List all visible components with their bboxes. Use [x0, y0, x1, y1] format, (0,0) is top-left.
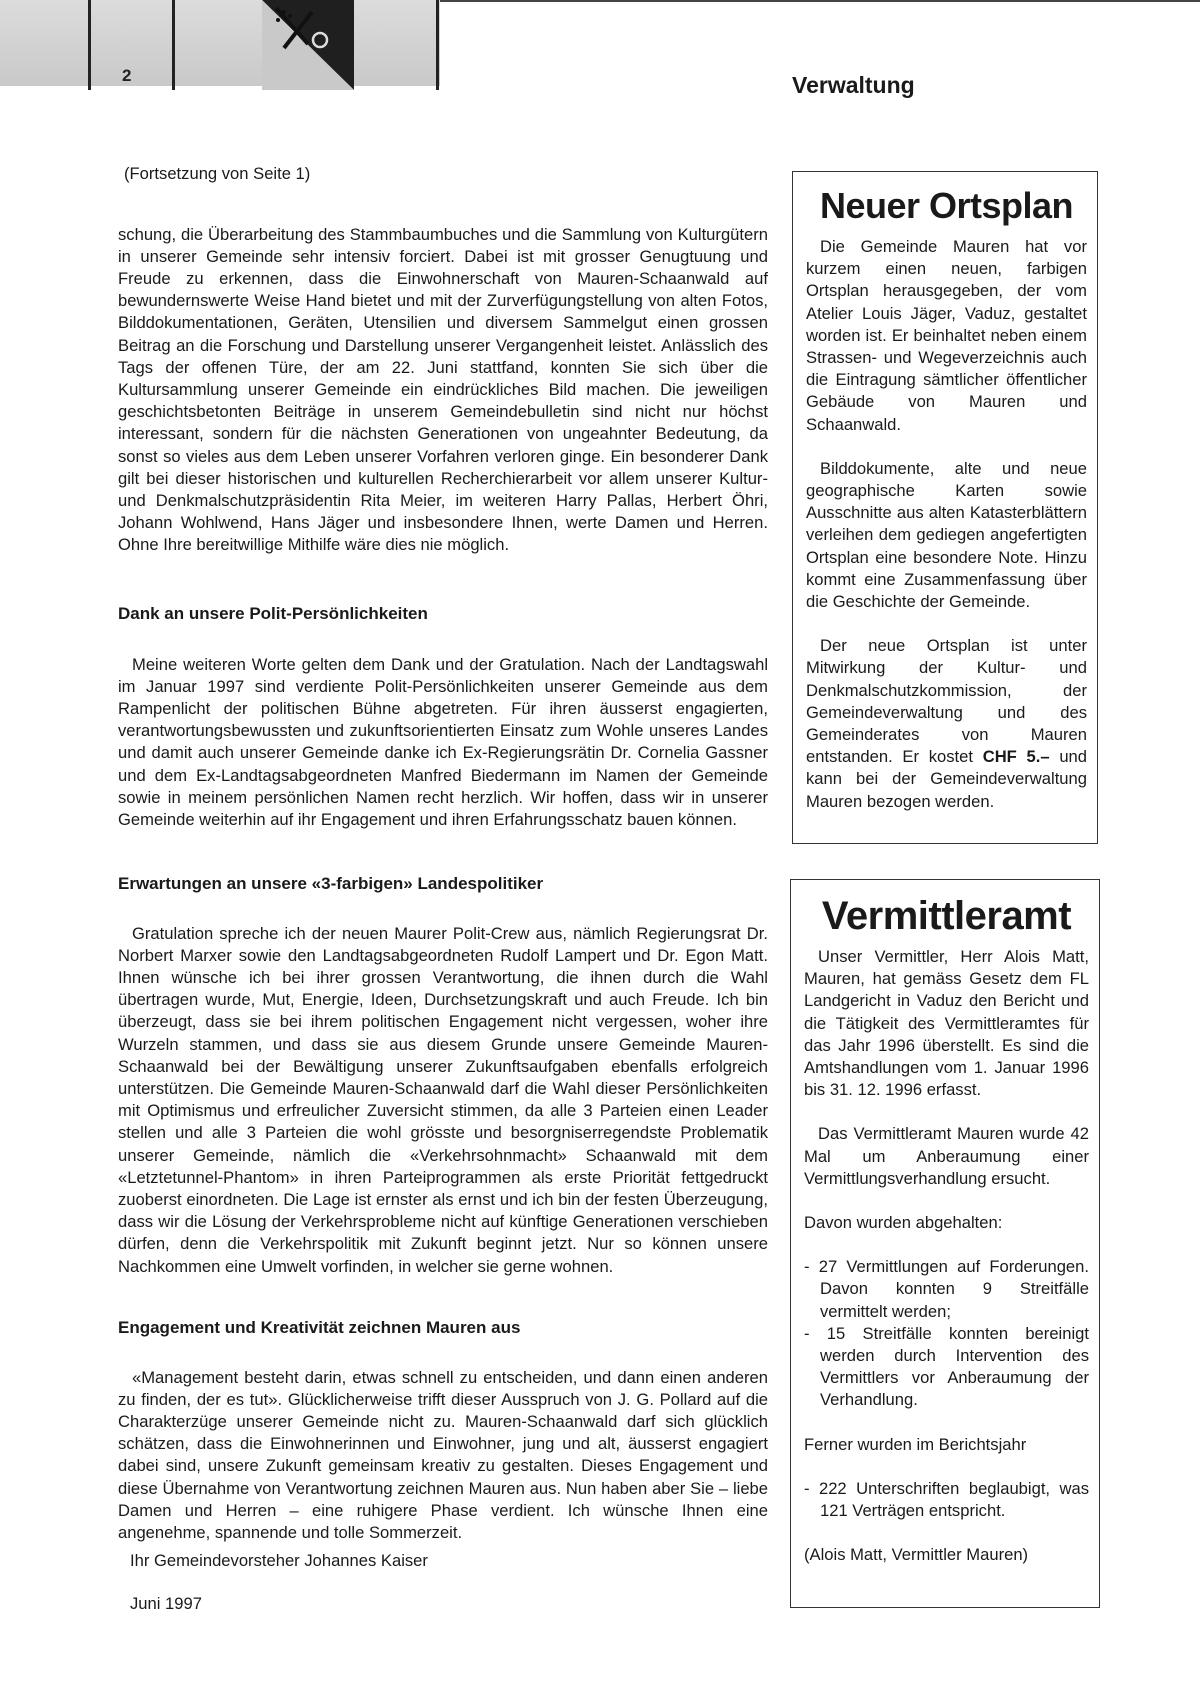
- header-gray-band: [0, 0, 440, 86]
- signature: Ihr Gemeindevorsteher Johannes Kaiser: [130, 1551, 428, 1570]
- price: CHF 5.–: [982, 747, 1050, 767]
- box-paragraph: Davon wurden abgehalten:: [804, 1213, 1003, 1233]
- box-signature: (Alois Matt, Vermittler Mauren): [804, 1545, 1029, 1565]
- section-title: Verwaltung: [792, 72, 915, 98]
- page-number: 2: [122, 66, 132, 85]
- list-item: - 222 Unterschriften beglaubigt, was 121 Verträgen entspricht.: [804, 1478, 1089, 1521]
- section-paragraph: Meine weiteren Worte gelten dem Dank und der Gratulation. Nach der Landtagswahl im Januar 1997 sind verdiente Polit-Persönlichkeiten unserer Gemeinde aus dem Rampenlicht der politischen Bühne abgetreten. Für ihren äusserst engagierten, verantwortungsbewussten und zukunftsorientierten Einsatz zum Wohle unseres Landes und damit auch unserer Gemeinde danke ich Ex-Regierungsrätin Dr. Cornelia Gassner und dem Ex-Landtagsabgeordneten Manfred Biedermann im Namen der Gemeinde sowie in meinem persönlichen Namen recht herzlich. Wir hoffen, dass wir in unserer Gemeinde weiterhin auf ihr Engagement und ihren Erfahrungsschatz bauen können.: [118, 654, 768, 830]
- box-title: Neuer Ortsplan: [819, 185, 1074, 226]
- page-header: [0, 0, 1200, 98]
- price-text-before: Der neue Ortsplan ist unter Mitwirkung der Kultur- und Denkmalschutzkommission, der Gemeindeverwaltung und des Gemeinderates von Mauren entstanden. Er kostet: [806, 636, 1087, 767]
- section-paragraph: Gratulation spreche ich der neuen Maurer Polit-Crew aus, nämlich Regierungsrat Dr. Norbert Marxer sowie den Landtagsabgeordneten Rudolf Lampert und Dr. Egon Matt. Ihnen wünsche ich bei ihrer grossen Verantwortung, die ihnen durch die Wahl übertragen wurde, Mut, Energie, Ideen, Durchsetzungskraft und auch Freude. Ich bin überzeugt, dass sie bei ihrem politischen Engagement nicht vergessen, woher ihre Wurzeln stammen, und dass sie aus diesem Grunde unsere Gemeinde Mauren-Schaanwald bei der Bewältigung unserer Zukunftsaufgaben ebenfalls erfolgreich unterstützen. Die Gemeinde Mauren-Schaanwald darf die Wahl dieser Persönlichkeiten mit Optimismus und erfreulicher Zuversicht stimmen, da alle 3 Parteien einen Leader stellen und alle 3 Parteien die wohl grösste und besorgniserregendste Problematik unserer Gemeinde, nämlich die «Verkehrsohnmacht» Schaanwald mit dem «Letztetunnel-Phantom» in ihren Parteiprogrammen als erste Priorität fettgedruckt zuoberst einordneten. Die Lage ist ernster als ernst und ich bin der festen Überzeugung, dass wir die Lösung der Verkehrsprobleme nicht auf künftige Generationen verschieben dürfen, denn die Verkehrspolitik mit Zukunft beginnt jetzt. Nur so können unsere Nachkommen eine Umwelt vorfinden, in welcher sie gerne wohnen.: [118, 923, 768, 1276]
- sidebar-box-vermittleramt: [790, 879, 1100, 1608]
- crest-logo: [262, 0, 354, 90]
- section-paragraph: «Management besteht darin, etwas schnell zu entscheiden, und dann einen anderen zu finden, der es tut». Glücklicherweise trifft dieser Ausspruch von J. G. Pollard auf die Charakterzüge unserer Gemeinde nicht zu. Mauren-Schaanwald darf sich glücklich schätzen, dass die Einwohnerinnen und Einwohner, jung und alt, äusserst engagiert dabei sind, unsere Zukunft gemeinsam kreativ zu gestalten. Dieses Engagement und diese Übernahme von Verantwortung zeichnen Mauren aus. Nun haben aber Sie – liebe Damen und Herren – eine ruhigere Phase verdient. Ich wünsche Ihnen eine angenehme, spannende und tolle Sommerzeit.: [118, 1367, 768, 1543]
- box-paragraph: Unser Vermittler, Herr Alois Matt, Mauren, hat gemäss Gesetz dem FL Landgericht in Vaduz den Bericht und die Tätigkeit des Vermittleramtes für das Jahr 1996 überstellt. Es sind die Amtshandlungen vom 1. Januar 1996 bis 31. 12. 1996 erfasst.: [804, 947, 1089, 1100]
- box-paragraph: [806, 635, 1087, 813]
- date: Juni 1997: [130, 1594, 202, 1613]
- intro-paragraph: schung, die Überarbeitung des Stammbaumbuches und die Sammlung von Kulturgütern in unserer Gemeinde sehr intensiv forciert. Dabei ist mit grosser Genugtuung und Freude zu erkennen, dass die Einwohnerschaft von Mauren-Schaanwald auf bewundernswerte Weise Hand bietet und mit der Zurverfügungstellung von alten Fotos, Bilddokumentationen, Geräten, Utensilien und diversem Sammelgut einen grossen Beitrag an die Forschung und Darstellung unserer Vergangenheit leistet. Anlässlich des Tags der offenen Türe, der am 22. Juni stattfand, konnten Sie sich über die Kultursammlung unserer Gemeinde ein eindrückliches Bild machen. Die jeweiligen geschichtsbetonten Beiträge in unserem Gemeindebulletin sind nicht nur höchst interessant, sondern für die nächsten Generationen von ungeahnter Bedeutung, da sonst so vieles aus dem Leben unserer Vorfahren verloren ginge. Ein besonderer Dank gilt bei dieser historischen und kulturellen Recherchierarbeit vor allem unserer Kultur- und Denkmalschutzpräsidentin Rita Meier, im weiteren Harry Pallas, Herbert Öhri, Johann Wohlwend, Hans Jäger und insbesondere Ihnen, werte Damen und Herren. Ohne Ihre bereitwillige Mithilfe wäre dies nie möglich.: [118, 224, 768, 555]
- sidebar-box-ortsplan: [792, 171, 1098, 844]
- list: [804, 1478, 1089, 1522]
- price-text-after: und kann bei der Gemeindeverwaltung Mauren bezogen werden.: [806, 747, 1088, 811]
- list-item: - 27 Vermittlungen auf Forderungen. Davon konnten 9 Streitfälle vermittelt werden;: [804, 1257, 1089, 1321]
- box-paragraph: Ferner wurden im Berichtsjahr: [804, 1434, 1027, 1454]
- section-heading: Engagement und Kreativität zeichnen Mauren aus: [118, 1318, 521, 1337]
- header-rule: [440, 0, 1200, 2]
- continuation-note: (Fortsetzung von Seite 1): [124, 164, 311, 183]
- box-paragraph: Das Vermittleramt Mauren wurde 42 Mal um Anberaumung einer Vermittlungsverhandlung ersucht.: [804, 1124, 1089, 1188]
- list-item: - 15 Streitfälle konnten bereinigt werden durch Intervention des Vermittlers vor Anberaumung der Verhandlung.: [804, 1323, 1089, 1410]
- list: [804, 1256, 1089, 1411]
- header-divider: [436, 0, 439, 90]
- section-heading: Dank an unsere Polit-Persönlichkeiten: [118, 604, 428, 623]
- header-divider: [88, 0, 91, 90]
- box-paragraph: Die Gemeinde Mauren hat vor kurzem einen neuen, farbigen Ortsplan herausgegeben, der vom Atelier Louis Jäger, Vaduz, gestaltet worden ist. Er beinhaltet neben einem Strassen- und Wegeverzeichnis auch die Eintragung sämtlicher öffentlicher Gebäude von Mauren und Schaanwald.: [806, 237, 1087, 434]
- section-heading: Erwartungen an unsere «3-farbigen» Landespolitiker: [118, 874, 544, 893]
- box-paragraph: Bilddokumente, alte und neue geographische Karten sowie Ausschnitte aus alten Katasterblättern verleihen dem gediegen angefertigten Ortsplan eine besondere Note. Hinzu kommt eine Zusammenfassung über die Geschichte der Gemeinde.: [806, 458, 1087, 612]
- header-divider: [172, 0, 175, 90]
- box-title: Vermittleramt: [821, 894, 1072, 938]
